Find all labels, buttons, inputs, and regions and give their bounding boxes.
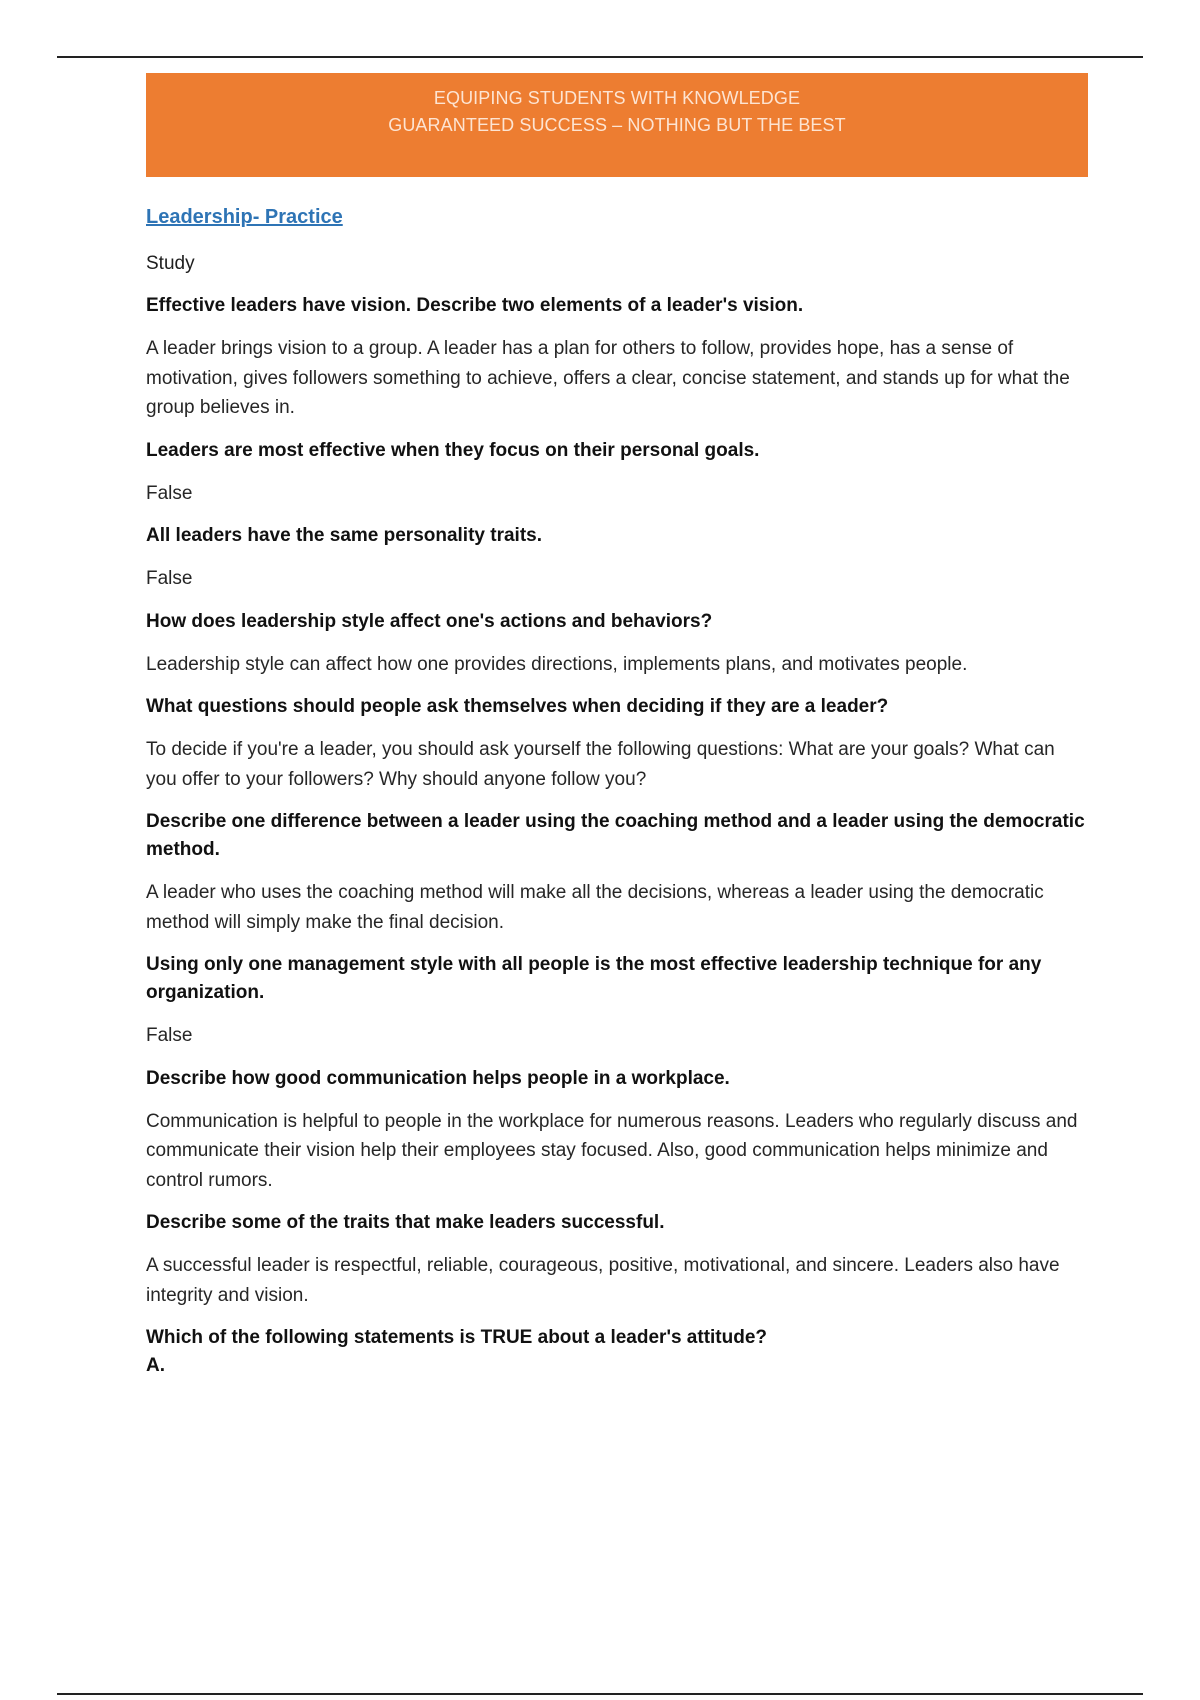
question-text: Which of the following statements is TRUE about a leader's attitude?	[146, 1327, 768, 1348]
banner-line-1: EQUIPING STUDENTS WITH KNOWLEDGE	[433, 88, 801, 108]
question-text: What questions should people ask themselves when deciding if they are a leader?	[146, 696, 889, 717]
document-title-link[interactable]: Leadership- Practice	[146, 206, 343, 228]
answer-text: To decide if you're a leader, you should ask yourself the following questions: What are your goals? What can you offer to your followers? Why should anyone follow you?	[146, 739, 1055, 790]
banner-line-2: GUARANTEED SUCCESS – NOTHING BUT THE BEST	[388, 115, 846, 135]
answer-text: False	[146, 568, 193, 589]
answer-option-label: A.	[146, 1355, 165, 1376]
question-text: Using only one management style with all people is the most effective leadership technique for any organization.	[146, 954, 1042, 1003]
question-text: Describe how good communication helps people in a workplace.	[146, 1067, 730, 1089]
question-text: Effective leaders have vision. Describe two elements of a leader's vision.	[146, 295, 804, 316]
top-rule	[57, 56, 1143, 58]
question-text: How does leadership style affect one's actions and behaviors?	[146, 610, 713, 632]
answer-text: A successful leader is respectful, reliable, courageous, positive, motivational, and sincere. Leaders also have integrity and vision.	[146, 1255, 1060, 1306]
question-text: All leaders have the same personality traits.	[146, 525, 543, 546]
bottom-rule	[57, 1693, 1143, 1695]
document-body	[146, 203, 1088, 1380]
answer-text: False	[146, 1025, 193, 1046]
question-text: Describe some of the traits that make leaders successful.	[146, 1212, 665, 1233]
answer-text: Communication is helpful to people in the workplace for numerous reasons. Leaders who regularly discuss and communicate their vision help their employees stay focused. Also, good communication helps minimize and control rumors.	[146, 1110, 1078, 1191]
question-text: Describe one difference between a leader using the coaching method and a leader using the democratic method.	[146, 811, 1085, 860]
header-banner	[146, 73, 1088, 177]
document-subtitle: Study	[146, 253, 195, 274]
answer-text: Leadership style can affect how one provides directions, implements plans, and motivates people.	[146, 653, 968, 675]
answer-text: A leader who uses the coaching method will make all the decisions, whereas a leader using the democratic method will simply make the final decision.	[146, 882, 1044, 933]
answer-text: A leader brings vision to a group. A leader has a plan for others to follow, provides hope, has a sense of motivation, gives followers something to achieve, offers a clear, concise statement, and stands up for what the group believes in.	[146, 338, 1070, 418]
answer-text: False	[146, 482, 193, 504]
question-text: Leaders are most effective when they focus on their personal goals.	[146, 439, 760, 461]
